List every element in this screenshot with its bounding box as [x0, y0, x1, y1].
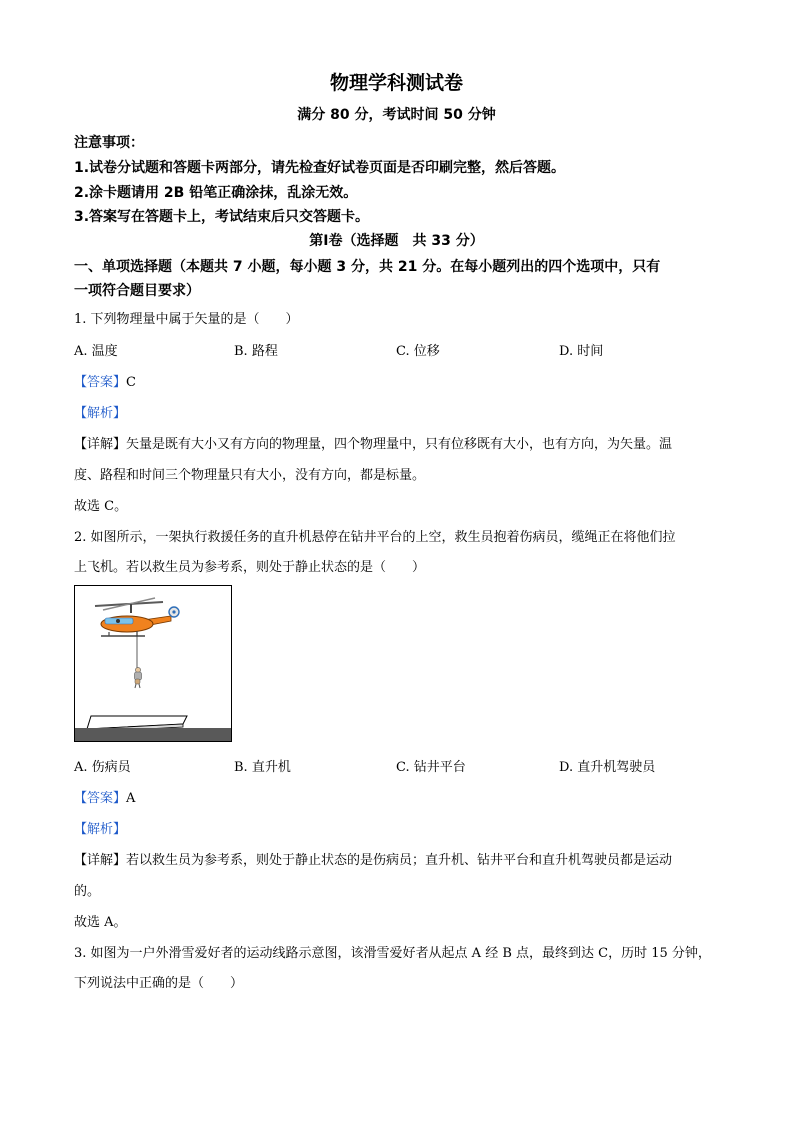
note-item: 2.涂卡题请用 2B 铅笔正确涂抹，乱涂无效。 — [74, 185, 358, 201]
q2-analysis-tag — [74, 818, 126, 837]
notes-heading: 注意事项： — [74, 135, 144, 151]
q1-option-a: A. 温度 — [74, 344, 118, 359]
rescuer-leg — [135, 684, 136, 688]
q1-option-d: D. 时间 — [559, 344, 604, 359]
note-item: 1.试卷分试题和答题卡两部分，请先检查好试卷页面是否印刷完整，然后答题。 — [74, 160, 566, 176]
q1-detail-text: 矢量是既有大小又有方向的物理量，四个物理量中，只有位移既有大小，也有方向，为矢量。温 — [126, 437, 673, 452]
rotor-blade — [103, 598, 155, 610]
note-item: 3.答案写在答题卡上，考试结束后只交答题卡。 — [74, 209, 370, 225]
helicopter-rescue-figure — [74, 585, 232, 742]
question-2-stem: 2. 如图所示，一架执行救援任务的直升机悬停在钻井平台的上空，救生员抱着伤病员，缆绳正在将他们拉 — [74, 530, 676, 545]
section-instruction: 一项符合题目要求） — [74, 283, 200, 299]
tail-rotor-hub — [172, 610, 175, 613]
part-title: 第Ⅰ卷（选择题 共 33 分） — [309, 233, 484, 249]
q1-answer — [74, 371, 136, 390]
question-1-stem: 1. 下列物理量中属于矢量的是（ ） — [74, 312, 299, 327]
answer-tag: 【答案】 — [74, 375, 127, 390]
patient-body — [135, 679, 140, 684]
page-subtitle: 满分 80 分，考试时间 50 分钟 — [297, 107, 496, 123]
q2-answer-value: A — [126, 791, 136, 806]
q2-conclusion: 故选 A。 — [74, 915, 127, 930]
pilot-head — [116, 619, 120, 623]
q2-option-b: B. 直升机 — [234, 760, 291, 775]
q2-option-a: A. 伤病员 — [74, 760, 131, 775]
page-title: 物理学科测试卷 — [329, 72, 463, 94]
helicopter-rescue-illustration — [75, 586, 231, 741]
q2-detail-text: 若以救生员为参考系，则处于静止状态的是伤病员；直升机、钻井平台和直升机驾驶员都是运动 — [126, 853, 673, 868]
q1-conclusion: 故选 C。 — [74, 499, 128, 514]
q2-detail — [74, 849, 672, 868]
analysis-tag: 【解析】 — [74, 822, 127, 837]
q2-option-d: D. 直升机驾驶员 — [559, 760, 656, 775]
analysis-tag: 【解析】 — [74, 406, 127, 421]
detail-tag: 【详解】 — [74, 853, 127, 868]
q1-answer-value: C — [126, 375, 136, 390]
q1-analysis-tag — [74, 402, 126, 421]
sea-surface — [75, 728, 231, 741]
q1-option-c: C. 位移 — [396, 344, 440, 359]
q2-detail-cont: 的。 — [74, 884, 101, 899]
q1-option-b: B. 路程 — [234, 344, 278, 359]
q1-detail — [74, 433, 672, 452]
detail-tag: 【详解】 — [74, 437, 127, 452]
question-3-stem-cont: 下列说法中正确的是（ ） — [74, 976, 244, 991]
q2-answer — [74, 787, 135, 806]
q1-detail-cont: 度、路程和时间三个物理量只有大小，没有方向，都是标量。 — [74, 468, 426, 483]
question-2-stem-cont: 上飞机。若以救生员为参考系，则处于静止状态的是（ ） — [74, 560, 426, 575]
rescuer-leg — [139, 684, 140, 688]
answer-tag: 【答案】 — [74, 791, 127, 806]
question-3-stem: 3. 如图为一户外滑雪爱好者的运动线路示意图，该滑雪爱好者从起点 A 经 B 点，最终到达 C，历时 15 分钟， — [74, 946, 711, 961]
section-instruction: 一、单项选择题（本题共 7 小题，每小题 3 分，共 21 分。在每小题列出的四个选项中，只有 — [74, 259, 661, 275]
q2-option-c: C. 钻井平台 — [396, 760, 466, 775]
